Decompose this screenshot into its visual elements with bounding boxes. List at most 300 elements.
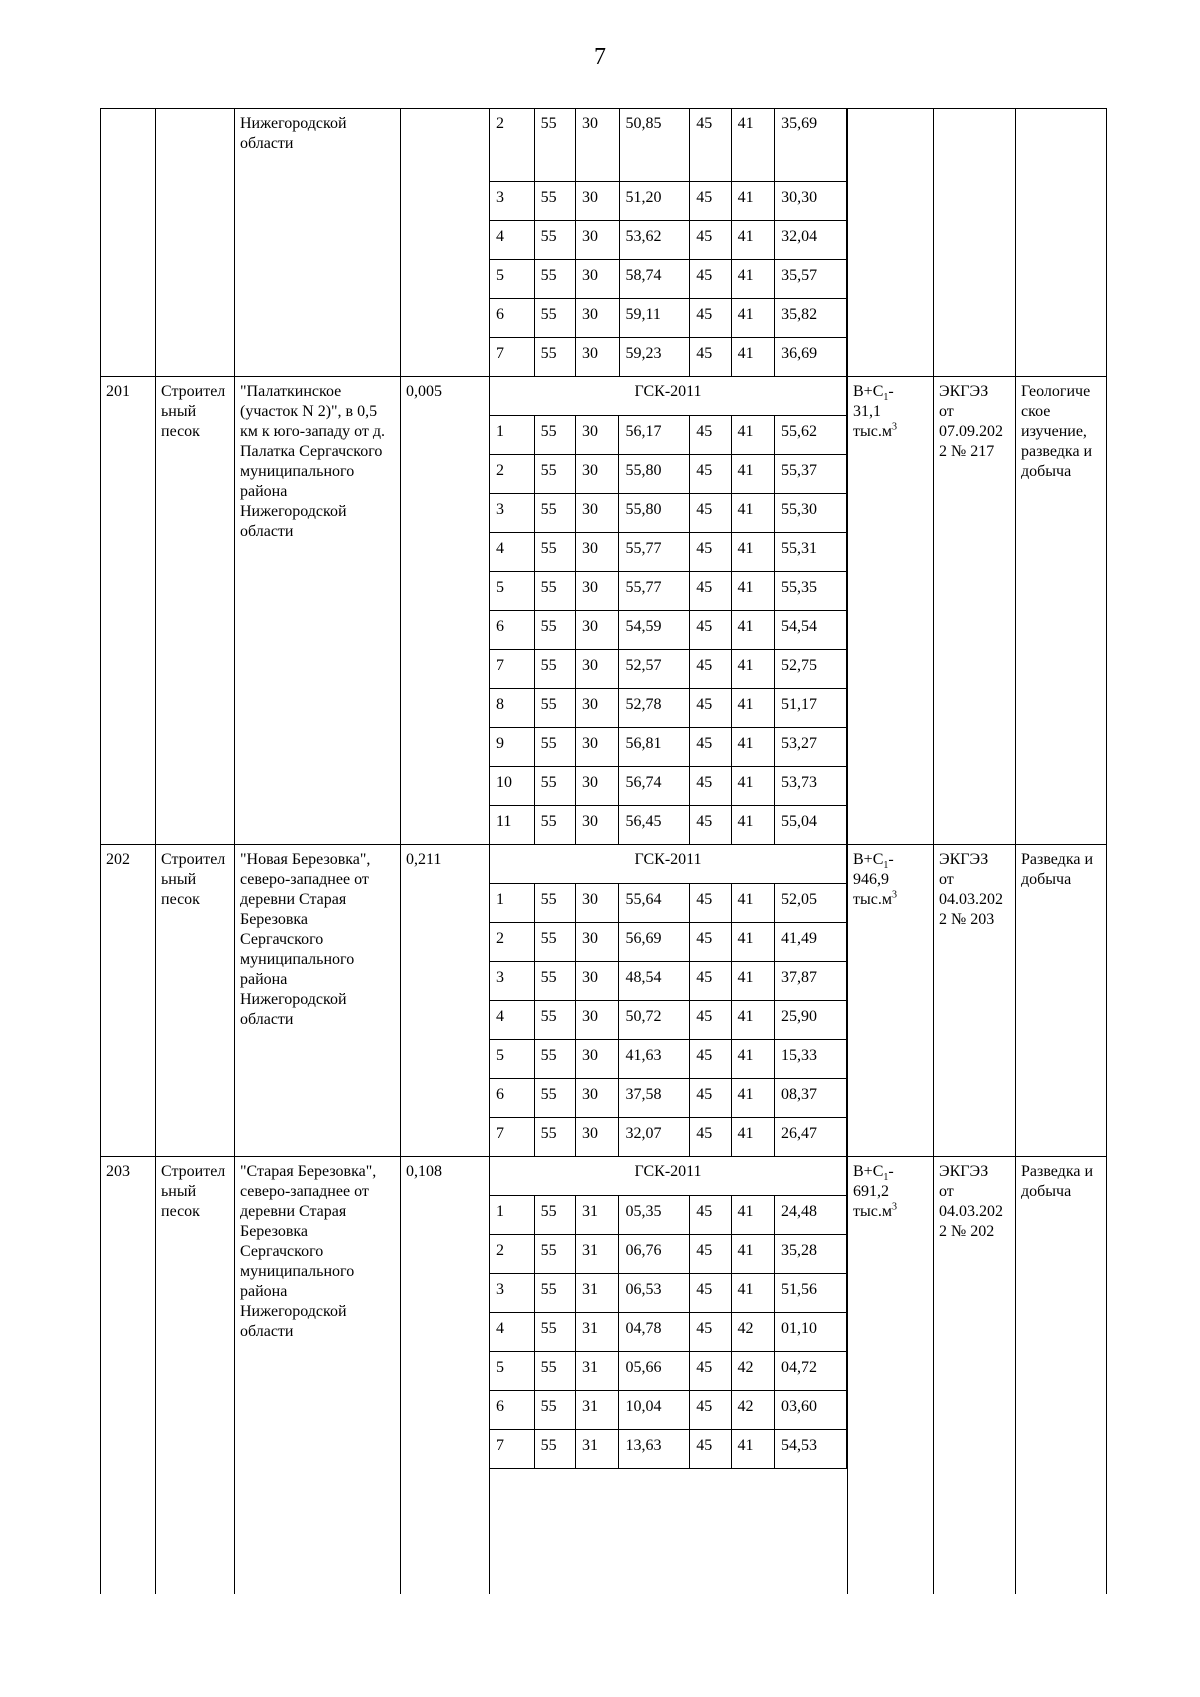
coordinate-row (490, 1195, 847, 1234)
reserves (853, 376, 935, 442)
coordinate-value: 55,80 (619, 454, 690, 493)
reserves (853, 1156, 935, 1222)
coordinate-value: 25,90 (775, 1000, 847, 1039)
coordinate-row (490, 1312, 847, 1351)
deposit-area: 0,211 (406, 851, 442, 868)
coordinate-value: 06,76 (619, 1234, 690, 1273)
point-number: 5 (490, 571, 535, 610)
coordinate-value: 55,77 (619, 532, 690, 571)
coordinate-value: 51,20 (619, 181, 690, 220)
coordinate-value: 55,35 (775, 571, 847, 610)
coordinate-value: 55 (534, 1351, 575, 1390)
coordinate-value: 55 (534, 805, 575, 844)
coordinate-value: 35,82 (775, 298, 847, 337)
reserves-unit-superscript: 3 (891, 421, 897, 433)
coordinate-row (490, 1429, 847, 1468)
deposit-name-line: северо-западнее от (240, 871, 369, 888)
coordinate-value: 41 (731, 1234, 775, 1273)
point-number: 5 (490, 259, 535, 298)
approval-line: 07.09.202 (939, 423, 1003, 440)
coordinate-value: 30 (575, 108, 619, 181)
column-rule (847, 108, 848, 1594)
coordinate-value: 06,53 (619, 1273, 690, 1312)
mineral-type-line: песок (161, 891, 200, 908)
use-purpose (1021, 376, 1107, 482)
coordinate-value: 52,75 (775, 649, 847, 688)
coordinate-value: 45 (690, 1273, 731, 1312)
approval-line: 2 № 203 (939, 911, 995, 928)
coordinate-value: 55 (534, 493, 575, 532)
coordinate-value: 31 (575, 1195, 619, 1234)
coordinate-value: 36,69 (775, 337, 847, 376)
coordinate-value: 41 (731, 454, 775, 493)
deposit-name-line: района (240, 483, 288, 500)
point-number: 11 (490, 805, 535, 844)
coordinate-value: 15,33 (775, 1039, 847, 1078)
coordinate-value: 58,74 (619, 259, 690, 298)
coordinate-value: 45 (690, 766, 731, 805)
reserves-amount: 946,9 (853, 871, 889, 888)
coordinate-value: 05,66 (619, 1351, 690, 1390)
coordinate-value: 30 (575, 1000, 619, 1039)
coordinate-value: 55 (534, 688, 575, 727)
coordinate-value: 30 (575, 298, 619, 337)
coordinates-block-continued (489, 108, 847, 377)
coordinate-value: 41 (731, 961, 775, 1000)
coordinate-value: 45 (690, 883, 731, 922)
purpose-line: добыча (1021, 1183, 1072, 1200)
reserves-amount: 691,2 (853, 1183, 889, 1200)
coordinate-row (490, 922, 847, 961)
coordinate-system-label: ГСК-2011 (490, 376, 847, 415)
coordinate-value: 30,30 (775, 181, 847, 220)
coordinate-value: 45 (690, 1078, 731, 1117)
coordinate-value: 30 (575, 181, 619, 220)
coordinate-value: 45 (690, 415, 731, 454)
coordinate-value: 55 (534, 532, 575, 571)
purpose-line: разведка и (1021, 443, 1093, 460)
deposit-name-line: района (240, 971, 288, 988)
deposit-name-line: Палатка Сергачского (240, 443, 383, 460)
approval-line: 04.03.202 (939, 891, 1003, 908)
coordinate-row (490, 220, 847, 259)
use-purpose (1021, 844, 1107, 890)
coordinate-value: 30 (575, 220, 619, 259)
coordinate-value: 41 (731, 298, 775, 337)
deposit-name-line: "Новая Березовка", (240, 851, 371, 868)
point-number: 1 (490, 883, 535, 922)
coordinate-value: 55 (534, 649, 575, 688)
coordinate-row (490, 532, 847, 571)
coordinate-value: 41 (731, 727, 775, 766)
coordinate-row (490, 610, 847, 649)
approval-line: 04.03.202 (939, 1203, 1003, 1220)
coordinate-value: 45 (690, 337, 731, 376)
coordinates-block (489, 1156, 847, 1469)
coordinate-value: 53,62 (619, 220, 690, 259)
coordinate-row (490, 649, 847, 688)
mineral-type-line: Строител (161, 383, 226, 400)
reserves-unit-text: тыс.м (853, 1203, 892, 1220)
point-number: 4 (490, 1312, 535, 1351)
point-number: 2 (490, 454, 535, 493)
coordinate-value: 45 (690, 1195, 731, 1234)
point-number: 7 (490, 1429, 535, 1468)
column-rule (100, 108, 101, 1594)
coordinate-value: 55 (534, 571, 575, 610)
coordinate-value: 55 (534, 415, 575, 454)
point-number: 1 (490, 415, 535, 454)
coordinate-value: 52,57 (619, 649, 690, 688)
record-number: 201 (106, 383, 130, 400)
coordinates-table (489, 1156, 847, 1469)
reserves-category (853, 1162, 935, 1182)
coordinate-row (490, 181, 847, 220)
coordinate-value: 30 (575, 649, 619, 688)
coordinate-value: 52,05 (775, 883, 847, 922)
coordinate-value: 55 (534, 1039, 575, 1078)
reserves-category-dash: - (888, 383, 894, 400)
deposit-name-line: "Палаткинское (240, 383, 342, 400)
coordinate-value: 05,35 (619, 1195, 690, 1234)
deposit-name-line: "Старая Березовка", (240, 1163, 377, 1180)
point-number: 7 (490, 1117, 535, 1156)
coordinate-value: 41 (731, 220, 775, 259)
approval-line: 2 № 202 (939, 1223, 995, 1240)
point-number: 3 (490, 1273, 535, 1312)
coordinate-value: 41 (731, 181, 775, 220)
coordinate-row (490, 1117, 847, 1156)
coordinate-value: 42 (731, 1390, 775, 1429)
point-number: 3 (490, 493, 535, 532)
point-number: 2 (490, 922, 535, 961)
coordinate-value: 41 (731, 805, 775, 844)
point-number: 4 (490, 532, 535, 571)
approval-line: ЭКГЭЗ (939, 383, 989, 400)
coordinate-value: 59,11 (619, 298, 690, 337)
reserves-unit-text: тыс.м (853, 891, 892, 908)
deposit-name (240, 1156, 402, 1342)
coordinate-value: 53,73 (775, 766, 847, 805)
coordinate-row (490, 883, 847, 922)
coordinate-value: 41 (731, 1039, 775, 1078)
coordinate-value: 45 (690, 727, 731, 766)
coordinate-value: 41 (731, 108, 775, 181)
coordinate-row (490, 415, 847, 454)
coordinates-block (489, 844, 847, 1157)
coordinate-value: 55 (534, 1078, 575, 1117)
coordinate-row (490, 454, 847, 493)
approval-line: ЭКГЭЗ (939, 851, 989, 868)
coordinate-row (490, 766, 847, 805)
coordinate-system-row (490, 376, 847, 415)
coordinate-value: 55 (534, 259, 575, 298)
point-number: 2 (490, 1234, 535, 1273)
purpose-line: изучение, (1021, 423, 1087, 440)
coordinate-value: 51,56 (775, 1273, 847, 1312)
coordinate-value: 13,63 (619, 1429, 690, 1468)
coordinate-value: 41 (731, 649, 775, 688)
coordinate-value: 30 (575, 805, 619, 844)
deposit-name (240, 376, 402, 542)
coordinate-value: 56,45 (619, 805, 690, 844)
approval-line: от (939, 1183, 954, 1200)
approval-line: от (939, 403, 954, 420)
reserves-category (853, 850, 935, 870)
coordinate-value: 41 (731, 1000, 775, 1039)
reserves-unit-superscript: 3 (891, 1201, 897, 1213)
coordinate-value: 55 (534, 181, 575, 220)
coordinate-value: 41 (731, 1429, 775, 1468)
coordinate-value: 42 (731, 1312, 775, 1351)
coordinate-value: 41 (731, 883, 775, 922)
point-number: 6 (490, 298, 535, 337)
coordinate-value: 55,62 (775, 415, 847, 454)
deposit-name-line: Березовка (240, 1223, 308, 1240)
coordinate-value: 55,04 (775, 805, 847, 844)
coordinate-value: 45 (690, 1429, 731, 1468)
coordinate-system-row (490, 1156, 847, 1195)
coordinate-value: 30 (575, 883, 619, 922)
coordinate-row (490, 298, 847, 337)
mineral-type-line: Строител (161, 1163, 226, 1180)
purpose-line: добыча (1021, 463, 1072, 480)
coordinate-value: 45 (690, 259, 731, 298)
deposit-name-line: Нижегородской (240, 991, 347, 1008)
coordinate-value: 37,58 (619, 1078, 690, 1117)
point-number: 7 (490, 649, 535, 688)
coordinate-value: 55 (534, 108, 575, 181)
coordinate-value: 26,47 (775, 1117, 847, 1156)
coordinate-value: 50,72 (619, 1000, 690, 1039)
mineral-type-line: Строител (161, 851, 226, 868)
coordinate-row (490, 805, 847, 844)
coordinate-value: 45 (690, 1039, 731, 1078)
coordinate-system-label: ГСК-2011 (490, 844, 847, 883)
coordinate-value: 45 (690, 532, 731, 571)
coordinate-value: 08,37 (775, 1078, 847, 1117)
approval-protocol (939, 376, 1019, 462)
coordinate-value: 42 (731, 1351, 775, 1390)
reserves-amount: 31,1 (853, 403, 881, 420)
coordinate-value: 30 (575, 415, 619, 454)
coordinate-value: 41 (731, 610, 775, 649)
coordinate-value: 41 (731, 415, 775, 454)
coordinate-value: 30 (575, 727, 619, 766)
coordinate-value: 45 (690, 1234, 731, 1273)
coordinate-value: 55 (534, 337, 575, 376)
coordinate-value: 54,59 (619, 610, 690, 649)
description-line: Нижегородской (240, 115, 347, 132)
coordinate-value: 24,48 (775, 1195, 847, 1234)
coordinates-table (489, 844, 847, 1157)
coordinates-table (489, 376, 847, 845)
approval-line: от (939, 871, 954, 888)
deposits-table (100, 108, 1106, 1594)
point-number: 10 (490, 766, 535, 805)
coordinates-block (489, 376, 847, 845)
coordinates-table (489, 108, 847, 377)
coordinate-value: 50,85 (619, 108, 690, 181)
coordinate-row (490, 1078, 847, 1117)
point-number: 5 (490, 1039, 535, 1078)
coordinate-value: 55 (534, 961, 575, 1000)
coordinate-value: 41 (731, 337, 775, 376)
coordinate-value: 30 (575, 610, 619, 649)
coordinate-value: 41 (731, 766, 775, 805)
deposit-name-line: муниципального (240, 951, 355, 968)
reserves-category-subscript: 1 (883, 860, 889, 872)
reserves-category (853, 382, 935, 402)
coordinate-value: 30 (575, 1078, 619, 1117)
coordinate-value: 30 (575, 922, 619, 961)
coordinate-value: 55 (534, 1234, 575, 1273)
coordinate-value: 35,69 (775, 108, 847, 181)
coordinate-value: 41 (731, 1195, 775, 1234)
coordinate-value: 41 (731, 688, 775, 727)
coordinate-value: 55 (534, 727, 575, 766)
coordinate-value: 45 (690, 454, 731, 493)
coordinate-row (490, 1273, 847, 1312)
reserves (853, 844, 935, 910)
coordinate-value: 30 (575, 337, 619, 376)
coordinate-value: 31 (575, 1312, 619, 1351)
point-number: 9 (490, 727, 535, 766)
coordinate-value: 45 (690, 1117, 731, 1156)
coordinate-row (490, 337, 847, 376)
coordinate-row (490, 259, 847, 298)
reserves-unit-text: тыс.м (853, 423, 892, 440)
coordinate-value: 48,54 (619, 961, 690, 1000)
point-number: 5 (490, 1351, 535, 1390)
coordinate-value: 55,77 (619, 571, 690, 610)
point-number: 2 (490, 108, 535, 181)
coordinate-value: 41 (731, 259, 775, 298)
deposit-area: 0,108 (406, 1163, 442, 1180)
column-rule (155, 108, 156, 1594)
coordinate-value: 41 (731, 493, 775, 532)
coordinate-value: 45 (690, 1390, 731, 1429)
coordinate-value: 45 (690, 1312, 731, 1351)
coordinate-value: 45 (690, 220, 731, 259)
coordinate-value: 59,23 (619, 337, 690, 376)
reserves-unit (853, 890, 935, 910)
coordinate-value: 31 (575, 1351, 619, 1390)
reserves-unit (853, 1202, 935, 1222)
coordinate-value: 31 (575, 1429, 619, 1468)
mineral-type-line: песок (161, 423, 200, 440)
deposit-name-line: Березовка (240, 911, 308, 928)
coordinate-value: 55,31 (775, 532, 847, 571)
coordinate-value: 41,49 (775, 922, 847, 961)
point-number: 4 (490, 220, 535, 259)
coordinate-value: 55,64 (619, 883, 690, 922)
deposit-name-line: деревни Старая (240, 891, 347, 908)
coordinate-value: 45 (690, 1000, 731, 1039)
coordinate-value: 56,69 (619, 922, 690, 961)
coordinate-system-row (490, 844, 847, 883)
deposit-name-line: муниципального (240, 1263, 355, 1280)
coordinate-value: 56,17 (619, 415, 690, 454)
deposit-name-line: области (240, 523, 294, 540)
approval-line: 2 № 217 (939, 443, 995, 460)
deposit-name-line: (участок N 2)", в 0,5 (240, 403, 378, 420)
purpose-line: ское (1021, 403, 1051, 420)
coordinate-value: 55 (534, 1195, 575, 1234)
page-number: 7 (594, 44, 606, 70)
reserves-category-subscript: 1 (883, 1172, 889, 1184)
coordinate-value: 35,57 (775, 259, 847, 298)
coordinate-value: 32,04 (775, 220, 847, 259)
point-number: 4 (490, 1000, 535, 1039)
coordinate-value: 55 (534, 1390, 575, 1429)
coordinate-value: 55,30 (775, 493, 847, 532)
coordinate-value: 45 (690, 922, 731, 961)
coordinate-row (490, 571, 847, 610)
coordinate-value: 01,10 (775, 1312, 847, 1351)
coordinate-value: 31 (575, 1390, 619, 1429)
coordinate-value: 55 (534, 610, 575, 649)
coordinate-value: 45 (690, 688, 731, 727)
deposit-name (240, 844, 402, 1030)
coordinate-value: 55 (534, 922, 575, 961)
coordinate-row (490, 108, 847, 181)
deposit-name-line: км к юго-западу от д. (240, 423, 386, 440)
coordinate-value: 30 (575, 1117, 619, 1156)
deposit-name-line: Нижегородской (240, 503, 347, 520)
coordinate-row (490, 1351, 847, 1390)
reserves-category-dash: - (888, 1163, 894, 1180)
mineral-type-line: ьный (161, 871, 197, 888)
deposit-name-line: Нижегородской (240, 1303, 347, 1320)
coordinate-value: 55 (534, 1273, 575, 1312)
coordinate-value: 41 (731, 1078, 775, 1117)
coordinate-value: 45 (690, 108, 731, 181)
coordinate-row (490, 1390, 847, 1429)
point-number: 1 (490, 1195, 535, 1234)
coordinate-value: 30 (575, 259, 619, 298)
coordinate-value: 55 (534, 1000, 575, 1039)
coordinate-value: 45 (690, 493, 731, 532)
coordinate-value: 30 (575, 961, 619, 1000)
coordinate-value: 45 (690, 1351, 731, 1390)
point-number: 3 (490, 961, 535, 1000)
coordinate-value: 45 (690, 961, 731, 1000)
coordinate-value: 55,80 (619, 493, 690, 532)
coordinate-value: 30 (575, 454, 619, 493)
purpose-line: добыча (1021, 871, 1072, 888)
coordinate-value: 04,72 (775, 1351, 847, 1390)
coordinate-value: 45 (690, 805, 731, 844)
reserves-unit-superscript: 3 (891, 889, 897, 901)
coordinate-value: 55 (534, 1429, 575, 1468)
point-number: 7 (490, 337, 535, 376)
coordinate-value: 53,27 (775, 727, 847, 766)
point-number: 6 (490, 1078, 535, 1117)
coordinate-value: 31 (575, 1234, 619, 1273)
coordinate-value: 55,37 (775, 454, 847, 493)
coordinate-value: 52,78 (619, 688, 690, 727)
purpose-line: Геологиче (1021, 383, 1091, 400)
mineral-type (161, 1156, 236, 1222)
use-purpose (1021, 1156, 1107, 1202)
coordinate-value: 55 (534, 454, 575, 493)
coordinate-value: 04,78 (619, 1312, 690, 1351)
approval-protocol (939, 844, 1019, 930)
record-number: 203 (106, 1163, 130, 1180)
coordinate-value: 35,28 (775, 1234, 847, 1273)
coordinate-row (490, 961, 847, 1000)
